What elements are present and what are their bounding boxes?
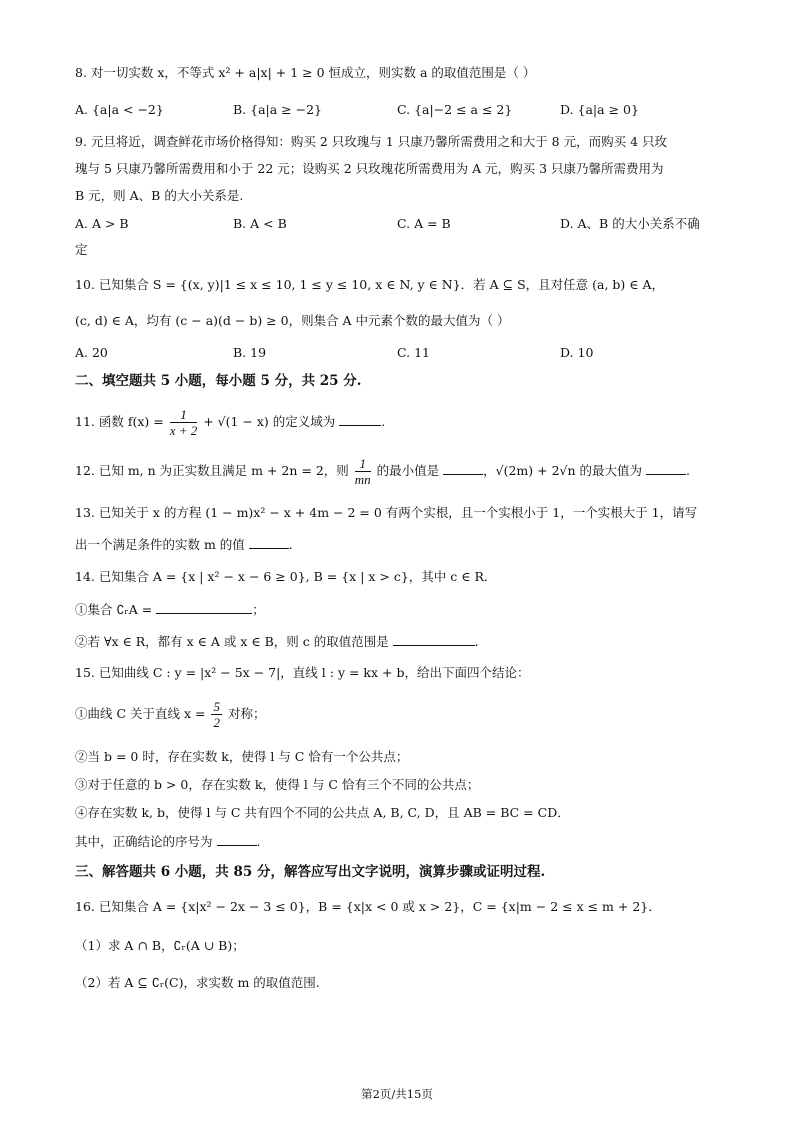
q9-option-c: C. A = B [397, 216, 451, 231]
q16-part2: （2）若 A ⊆ ∁ᵣ(C)，求实数 m 的取值范围. [75, 975, 320, 990]
q10-options [75, 343, 735, 363]
q12-pre: 12. 已知 m, n 为正实数且满足 m + 2n = 2，则 [75, 463, 349, 478]
q14-sub1: ①集合 ∁ᵣA = [75, 602, 153, 617]
q12-end: . [686, 463, 690, 478]
q15-c3: ③对于任意的 b > 0，存在实数 k，使得 l 与 C 恰有三个不同的公共点； [75, 777, 480, 792]
q14-sub2-end: . [474, 634, 479, 649]
q13-line2: 出一个满足条件的实数 m 的值 [75, 537, 245, 552]
q9-line3: B 元，则 A、B 的大小关系是. [75, 188, 244, 203]
q15-ask: 其中，正确结论的序号为 [75, 834, 213, 849]
q13-end: . [288, 537, 293, 552]
q13-line1: 13. 已知关于 x 的方程 (1 − m)x² − x + 4m − 2 = 0 有两个实根，且一个实根小于 1，一个实根大于 1，请写 [75, 505, 698, 520]
q15-ask-end: . [256, 834, 261, 849]
q15-c1-den: 2 [213, 715, 220, 730]
q10-option-d: D. 10 [560, 345, 594, 360]
q11-post: + √(1 − x) 的定义域为 [203, 414, 336, 429]
q9-line1: 9. 元旦将近，调查鲜花市场价格得知：购买 2 只玫瑰与 1 只康乃馨所需费用之和大于 8 元，而购买 4 只玫 [75, 134, 668, 149]
page-number: 第2页/共15页 [361, 1087, 433, 1101]
q8-option-c: C. {a|−2 ≤ a ≤ 2} [397, 102, 513, 117]
q12-mid: 的最小值是 [376, 463, 440, 478]
q8-option-a: A. {a|a < −2} [75, 102, 164, 117]
q10-line1: 10. 已知集合 S = {(x, y)|1 ≤ x ≤ 10, 1 ≤ y ≤ 10, x ∈ N, y ∈ N}．若 A ⊆ S，且对任意 (a, b) ∈ A， [75, 277, 665, 292]
q10-option-c: C. 11 [397, 345, 430, 360]
q16-part1: （1）求 A ∩ B，∁ᵣ(A ∪ B)； [75, 938, 245, 953]
q14-answer-blank-1[interactable] [156, 601, 252, 614]
q12-frac-num: 1 [355, 456, 371, 472]
q8-option-b: B. {a|a ≥ −2} [233, 102, 323, 117]
q11-frac-num: 1 [170, 407, 198, 423]
q13-answer-blank[interactable] [249, 536, 289, 549]
q8-options [75, 100, 735, 120]
q12-fraction [355, 456, 371, 487]
q15-c1-pre: ①曲线 C 关于直线 x = [75, 706, 206, 721]
section-2-heading: 二、填空题共 5 小题，每小题 5 分，共 25 分. [75, 373, 362, 389]
q11-frac-den: x + 2 [169, 423, 198, 438]
q15-c1-wrap [75, 697, 265, 731]
q15-ask-wrap [75, 832, 260, 852]
q8-option-d: D. {a|a ≥ 0} [560, 102, 639, 117]
q11-fraction [170, 407, 198, 438]
q15-line1: 15. 已知曲线 C : y = |x² − 5x − 7|，直线 l : y = kx + b，给出下面四个结论： [75, 665, 530, 680]
q15-c4: ④存在实数 k, b，使得 l 与 C 共有四个不同的公共点 A, B, C, D，且 AB = BC = CD． [75, 805, 570, 820]
q12-mid2: ，√(2m) + 2√n 的最大值为 [483, 463, 643, 478]
q16-line1: 16. 已知集合 A = {x|x² − 2x − 3 ≤ 0}，B = {x|x < 0 或 x > 2}，C = {x|m − 2 ≤ x ≤ m + 2}． [75, 899, 661, 914]
q9-option-a: A. A > B [75, 216, 129, 231]
q11-answer-blank[interactable] [339, 413, 381, 426]
q14-sub2-wrap [75, 632, 479, 652]
q13-line2-wrap [75, 535, 293, 555]
q10-option-b: B. 19 [233, 345, 267, 360]
q15-answer-blank[interactable] [217, 833, 257, 846]
q14-sub2: ②若 ∀x ∈ R，都有 x ∈ A 或 x ∈ B，则 c 的取值范围是 [75, 634, 389, 649]
q12-answer-blank-1[interactable] [443, 462, 483, 475]
q15-c1-num: 5 [213, 699, 220, 714]
q14-sub1-wrap [75, 600, 265, 620]
q14-line1: 14. 已知集合 A = {x | x² − x − 6 ≥ 0}, B = {x | x > c}，其中 c ∈ R． [75, 569, 497, 584]
q14-sub1-end: ； [252, 602, 265, 617]
q10-option-a: A. 20 [75, 345, 108, 360]
q12-answer-blank-2[interactable] [646, 462, 686, 475]
q12-line [75, 454, 690, 488]
q15-c2: ②当 b = 0 时，存在实数 k，使得 l 与 C 恰有一个公共点； [75, 749, 409, 764]
q14-answer-blank-2[interactable] [393, 633, 475, 646]
q8-stem: 8. 对一切实数 x，不等式 x² + a|x| + 1 ≥ 0 恒成立，则实数 a 的取值范围是（ ） [75, 65, 536, 80]
q9-options [75, 214, 735, 234]
q12-frac-den: mn [354, 472, 371, 487]
q9-option-b: B. A < B [233, 216, 287, 231]
q11-pre: 11. 函数 f(x) = [75, 414, 164, 429]
q15-c1-post: 对称； [227, 706, 266, 721]
q11-line [75, 405, 385, 439]
section-3-heading: 三、解答题共 6 小题，共 85 分，解答应写出文字说明，演算步骤或证明过程. [75, 864, 546, 880]
q9-line2: 瑰与 5 只康乃馨所需费用和小于 22 元；设购买 2 只玫瑰花所需费用为 A 元，购买 3 只康乃馨所需费用为 [75, 161, 664, 176]
q10-line2: (c, d) ∈ A，均有 (c − a)(d − b) ≥ 0，则集合 A 中元素个数的最大值为（ ） [75, 313, 510, 328]
q9-option-d: D. A、B 的大小关系不确 [560, 216, 700, 231]
q9-option-d-cont: 定 [75, 242, 88, 257]
q11-end: . [381, 414, 386, 429]
q15-c1-fraction [211, 699, 222, 730]
